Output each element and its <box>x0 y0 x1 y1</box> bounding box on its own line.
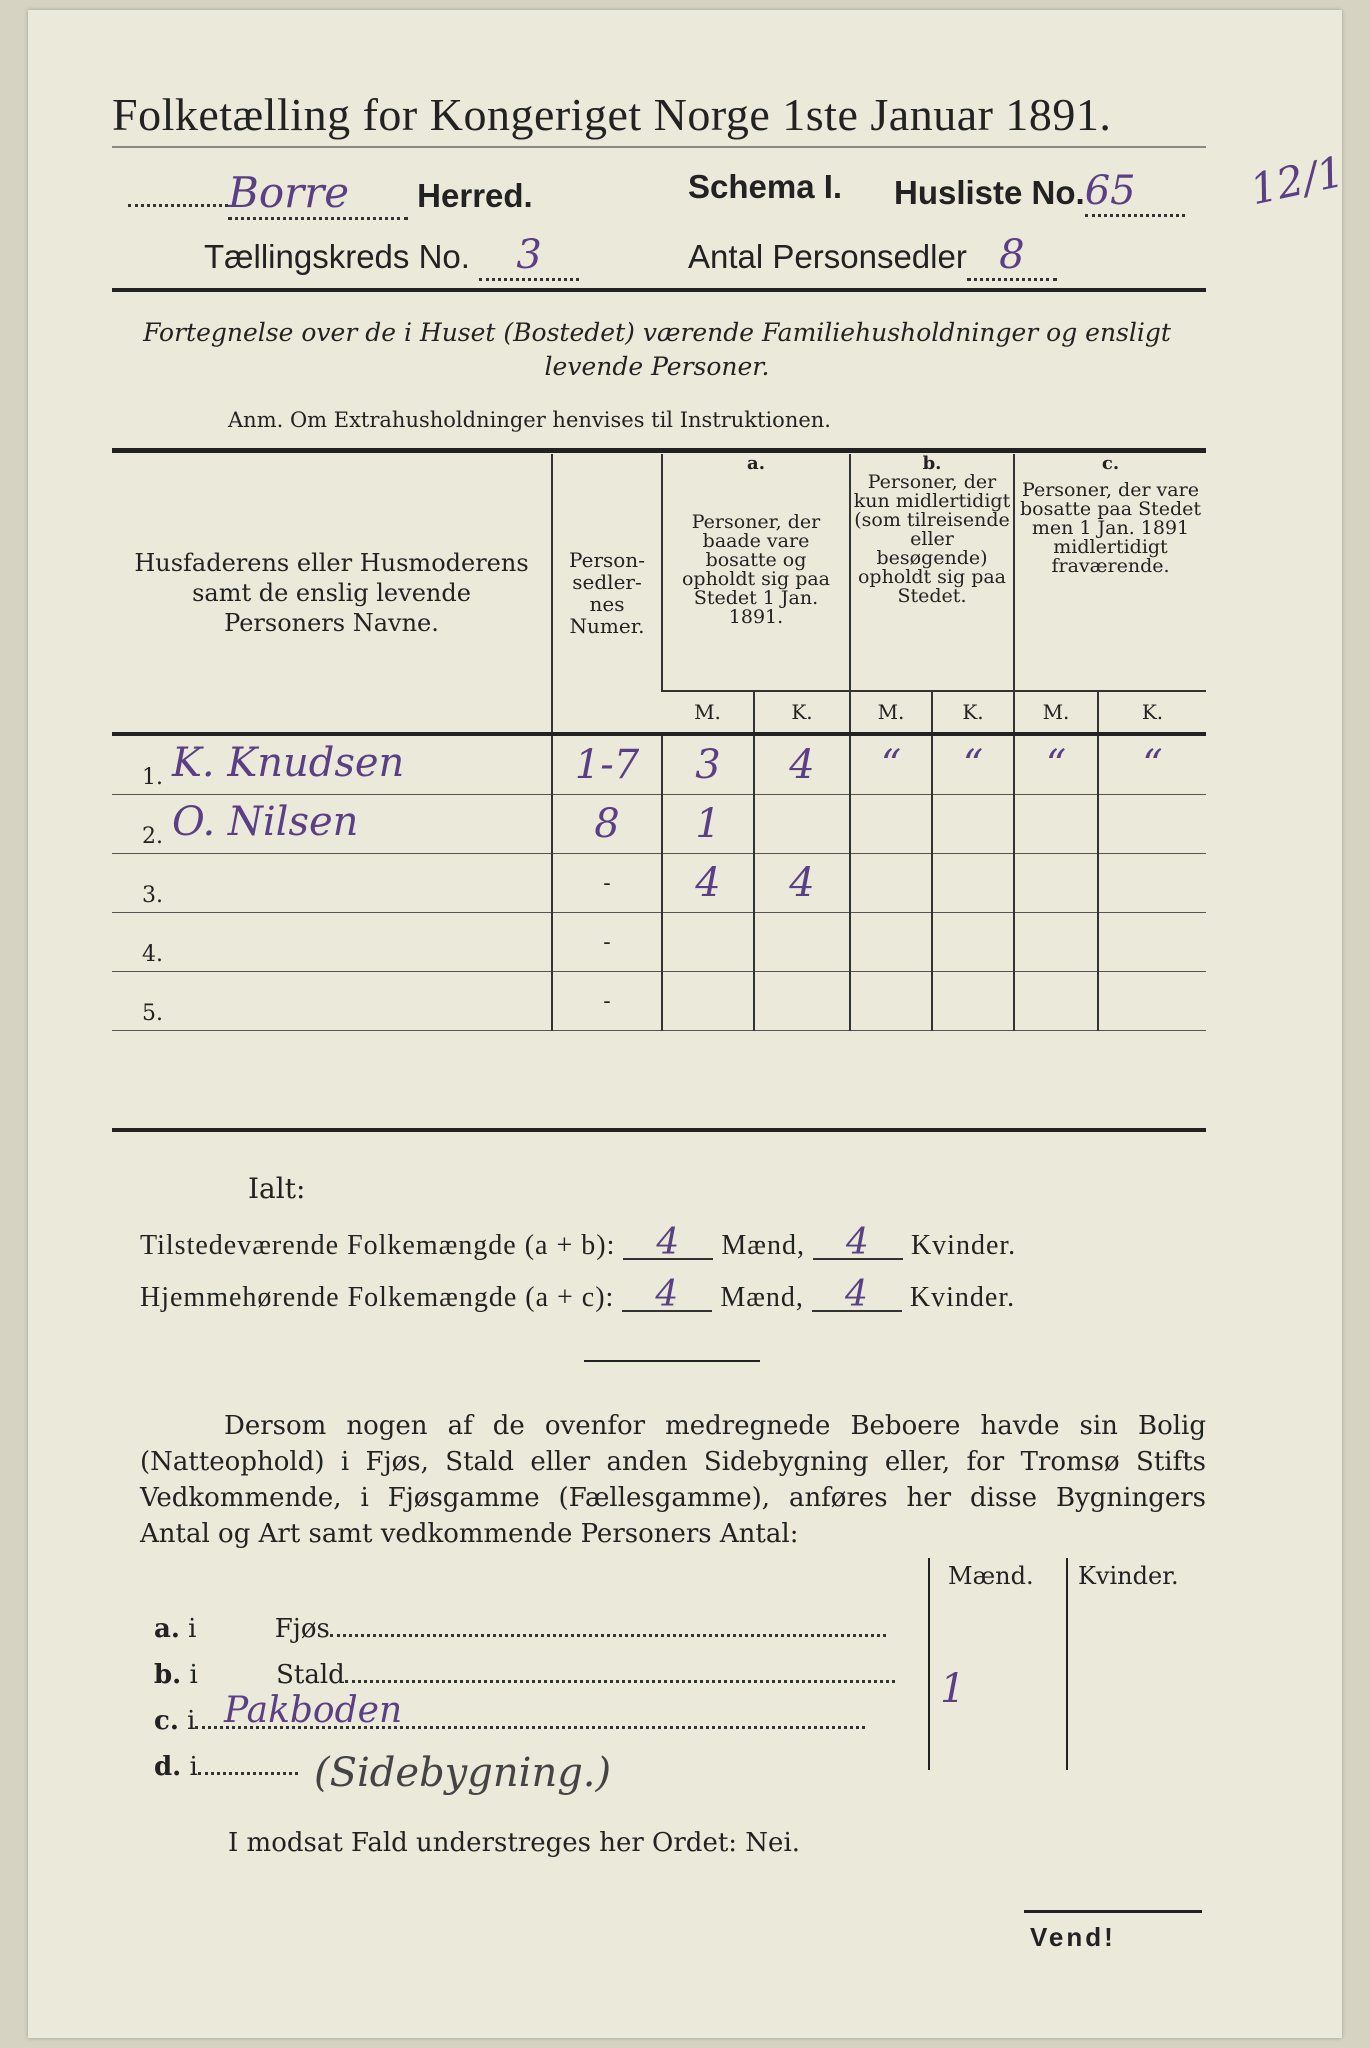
name-cell: 3. <box>112 854 552 913</box>
a-k-cell <box>754 795 850 854</box>
tilstede-women-value: 4 <box>813 1228 903 1260</box>
header-col-c: c. Personer, der vare bosatte paa Stedet men 1 Jan. 1891 midlertidigt fraværende. <box>1014 454 1206 691</box>
table-top-rule <box>112 448 1206 453</box>
a-m-cell: 1 <box>662 795 754 854</box>
b-k-cell <box>932 854 1014 913</box>
hjemme-men-value: 4 <box>622 1280 712 1312</box>
building-row-d: d. i <box>154 1752 298 1782</box>
building-row-a: a. i Fjøs <box>154 1614 886 1644</box>
header-name: Husfaderens eller Husmoderens samt de enslig levende Personers Navne. <box>134 549 529 637</box>
b-m-cell <box>850 913 932 972</box>
b-m-header: M. <box>850 691 932 734</box>
buildings-divider-left <box>928 1558 930 1770</box>
census-form-page <box>28 10 1349 2038</box>
kvinder-label: Kvinder. <box>910 1230 1017 1261</box>
husliste-line <box>894 168 1185 217</box>
section-divider <box>584 1360 760 1362</box>
personsedler-line <box>688 232 1057 281</box>
hjemme-label: Hjemmehørende Folkemængde (a + c): <box>140 1282 615 1313</box>
c-k-header: K. <box>1098 691 1206 734</box>
b-m-cell <box>850 795 932 854</box>
kreds-line <box>204 232 579 281</box>
number-cell: 8 <box>552 795 662 854</box>
a-k-cell: 4 <box>754 854 850 913</box>
b-m-cell: “ <box>850 736 932 795</box>
table-bottom-rule <box>112 1128 1206 1132</box>
table-row <box>112 795 1206 854</box>
building-c-name: Pakboden <box>224 1690 403 1731</box>
buildings-divider-right <box>1066 1558 1068 1770</box>
header-col-b: b. Personer, der kun midlertidigt (som tilreisende eller besøgende) opholdt sig paa Stedet. <box>850 454 1014 691</box>
husliste-label: Husliste No. <box>894 174 1085 211</box>
maend-label: Mænd, <box>720 1282 804 1313</box>
header-number: Person-sedler-nes Numer. <box>552 454 662 734</box>
a-m-cell <box>662 972 754 1031</box>
form-title: Folketælling for Kongeriget Norge 1ste Januar 1891. <box>112 89 1112 140</box>
a-m-cell: 4 <box>662 854 754 913</box>
building-b-men-value: 1 <box>940 1666 966 1712</box>
vend-label: Vend! <box>1030 1922 1116 1952</box>
a-k-cell <box>754 913 850 972</box>
caption: Fortegnelse over de i Huset (Bostedet) værende Familiehusholdninger og ensligt levende Personer. <box>143 318 1171 381</box>
c-m-cell <box>1014 795 1098 854</box>
a-m-cell: 3 <box>662 736 754 795</box>
c-m-cell <box>1014 972 1098 1031</box>
header-col-a: a. Personer, der baade vare bosatte og opholdt sig paa Stedet 1 Jan. 1891. <box>662 454 850 691</box>
kreds-label: Tællingskreds No. <box>204 238 470 275</box>
number-cell: - <box>552 913 662 972</box>
sidebygning-paragraph: Dersom nogen af de ovenfor medregnede Beboere havde sin Bolig (Natteophold) i Fjøs, Stald eller anden Sidebygning eller, for Tromsø Stifts Vedkommende, i Fjøsgamme (Fællesgamme), anføres her disse Bygningers Antal og Art samt vedkommende Personers Antal: <box>140 1411 1206 1549</box>
annotation: Anm. Om Extrahusholdninger henvises til Instruktionen. <box>228 408 831 432</box>
name-cell: 1. K. Knudsen <box>112 736 552 795</box>
table-row <box>112 972 1206 1031</box>
a-k-header: K. <box>754 691 850 734</box>
a-m-header: M. <box>662 691 754 734</box>
herred-value: Borre <box>228 168 408 220</box>
hjemme-women-value: 4 <box>812 1280 902 1312</box>
household-table <box>112 454 1206 1031</box>
c-m-cell: “ <box>1014 736 1098 795</box>
tilstede-line <box>140 1222 1017 1263</box>
personsedler-value: 8 <box>967 232 1057 281</box>
kreds-value: 3 <box>479 232 579 281</box>
building-d-name: (Sidebygning.) <box>314 1750 612 1796</box>
a-k-cell: 4 <box>754 736 850 795</box>
c-k-cell: “ <box>1098 736 1206 795</box>
ialt-label: Ialt: <box>248 1172 306 1205</box>
number-cell: - <box>552 854 662 913</box>
herred-line <box>128 168 533 220</box>
tilstede-men-value: 4 <box>623 1228 713 1260</box>
b-k-cell <box>932 972 1014 1031</box>
tilstede-label: Tilstedeværende Folkemængde (a + b): <box>140 1230 616 1261</box>
b-m-cell <box>850 854 932 913</box>
buildings-kvinder-header: Kvinder. <box>1078 1562 1179 1590</box>
a-m-cell <box>662 913 754 972</box>
b-k-cell: “ <box>932 736 1014 795</box>
number-cell: 1-7 <box>552 736 662 795</box>
c-k-cell <box>1098 913 1206 972</box>
vend-rule <box>1024 1910 1202 1913</box>
b-k-header: K. <box>932 691 1014 734</box>
header-rule <box>112 288 1206 292</box>
name-cell: 5. <box>112 972 552 1031</box>
name-cell: 2. O. Nilsen <box>112 795 552 854</box>
footer-note: I modsat Fald understreges her Ordet: Nei. <box>228 1828 801 1858</box>
table-row <box>112 913 1206 972</box>
c-k-cell <box>1098 972 1206 1031</box>
c-m-cell <box>1014 913 1098 972</box>
b-m-cell <box>850 972 932 1031</box>
b-k-cell <box>932 913 1014 972</box>
c-k-cell <box>1098 854 1206 913</box>
c-m-cell <box>1014 854 1098 913</box>
table-row <box>112 736 1206 795</box>
hjemme-line <box>140 1274 1016 1315</box>
c-k-cell <box>1098 795 1206 854</box>
personsedler-label: Antal Personsedler <box>688 238 967 275</box>
title-rule <box>112 146 1206 148</box>
table-row <box>112 854 1206 913</box>
kvinder-label: Kvinder. <box>909 1282 1016 1313</box>
building-row-b: b. i Stald <box>154 1660 895 1690</box>
maend-label: Mænd, <box>721 1230 805 1261</box>
buildings-maend-header: Mænd. <box>948 1562 1034 1590</box>
b-k-cell <box>932 795 1014 854</box>
husliste-value: 65 <box>1085 168 1185 217</box>
margin-note: 12/1 <box>1245 146 1349 215</box>
name-cell: 4. <box>112 913 552 972</box>
building-row-c: c. i <box>154 1706 865 1736</box>
schema-label: Schema I. <box>688 168 843 205</box>
a-k-cell <box>754 972 850 1031</box>
number-cell: - <box>552 972 662 1031</box>
herred-label: Herred. <box>417 177 533 214</box>
c-m-header: M. <box>1014 691 1098 734</box>
